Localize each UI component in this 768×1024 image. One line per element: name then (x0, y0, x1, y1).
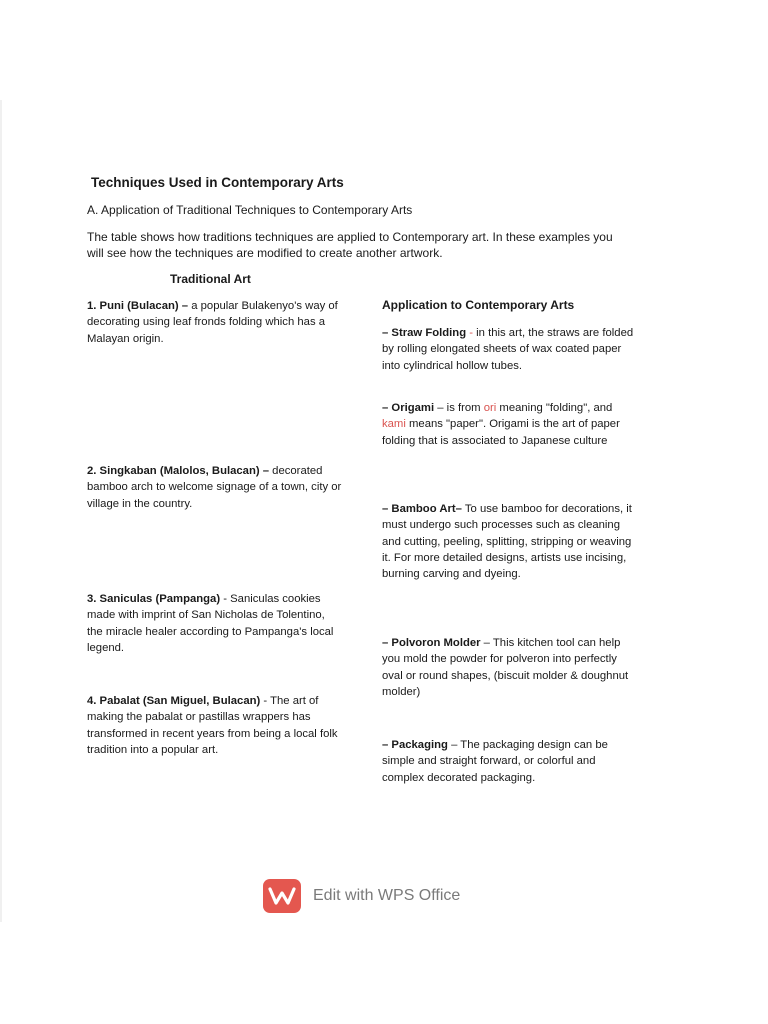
item-desc: - Saniculas cookies made with imprint of San Nicholas de Tolentino, the miracle healer according to Pampanga's local legend. (87, 593, 334, 654)
contemporary-art-header: Application to Contemporary Arts (382, 298, 575, 312)
item-desc: – This kitchen tool can help you mold the powder for polveron into perfectly oval or round shapes, (biscuit molder & doughnut molder) (382, 637, 629, 698)
item-desc: a popular Bulakenyo's way of decorating using leaf fronds folding which has a Malayan origin. (87, 300, 338, 345)
item-name: 2. Singkaban (Malolos, Bulacan) – (87, 465, 270, 477)
traditional-item-puni (87, 298, 342, 347)
contemporary-item-bamboo-art (382, 501, 637, 582)
wps-logo-icon (263, 879, 301, 913)
item-name: – Polvoron Molder (382, 637, 481, 649)
document-title: Techniques Used in Contemporary Arts (91, 175, 344, 190)
contemporary-item-packaging (382, 737, 637, 786)
intro-paragraph: The table shows how traditions techniques are applied to Contemporary art. In these examples you will see how the techniques are modified to create another artwork. (87, 230, 613, 260)
item-name: – Origami (382, 402, 435, 414)
traditional-item-singkaban (87, 463, 342, 512)
item-separator: - (466, 327, 477, 339)
item-name: – Straw Folding (382, 327, 467, 339)
item-desc: - The art of making the pabalat or pastillas wrappers has transformed in recent years from being a local folk tradition into a popular art. (87, 695, 338, 756)
item-desc-part1: – is from (434, 402, 484, 414)
traditional-item-saniculas (87, 591, 342, 656)
term-kami: kami (382, 418, 406, 431)
traditional-item-pabalat (87, 693, 342, 758)
item-name: – Bamboo Art– (382, 503, 462, 515)
wps-watermark-label: Edit with WPS Office (313, 887, 461, 904)
item-desc: To use bamboo for decorations, it must undergo such processes such as cleaning and cutting, peeling, splitting, stripping or weaving it. For more detailed designs, artists use incising, burning carving and dyeing. (382, 503, 632, 581)
contemporary-item-straw-folding (382, 325, 637, 374)
traditional-art-header: Traditional Art (170, 272, 251, 286)
item-desc-part2: meaning "folding", and (496, 402, 613, 414)
item-desc-part3: means "paper". Origami is the art of paper folding that is associated to Japanese culture (382, 418, 620, 447)
item-desc: – The packaging design can be simple and straight forward, or colorful and complex decorated packaging. (382, 739, 608, 784)
term-ori: ori (483, 402, 497, 414)
item-desc: in this art, the straws are folded by rolling elongated sheets of wax coated paper into cylindrical hollow tubes. (382, 327, 634, 372)
contemporary-item-origami (382, 400, 637, 449)
section-heading: A. Application of Traditional Techniques to Contemporary Arts (87, 203, 413, 217)
wps-watermark[interactable] (263, 879, 460, 913)
page-edge (0, 100, 2, 922)
item-desc: decorated bamboo arch to welcome signage of a town, city or village in the country. (87, 465, 342, 510)
item-name: 4. Pabalat (San Miguel, Bulacan) (87, 695, 261, 707)
contemporary-item-polvoron-molder (382, 635, 637, 700)
item-name: 1. Puni (Bulacan) – (87, 300, 189, 312)
item-name: – Packaging (382, 739, 448, 751)
item-name: 3. Saniculas (Pampanga) (87, 593, 221, 605)
